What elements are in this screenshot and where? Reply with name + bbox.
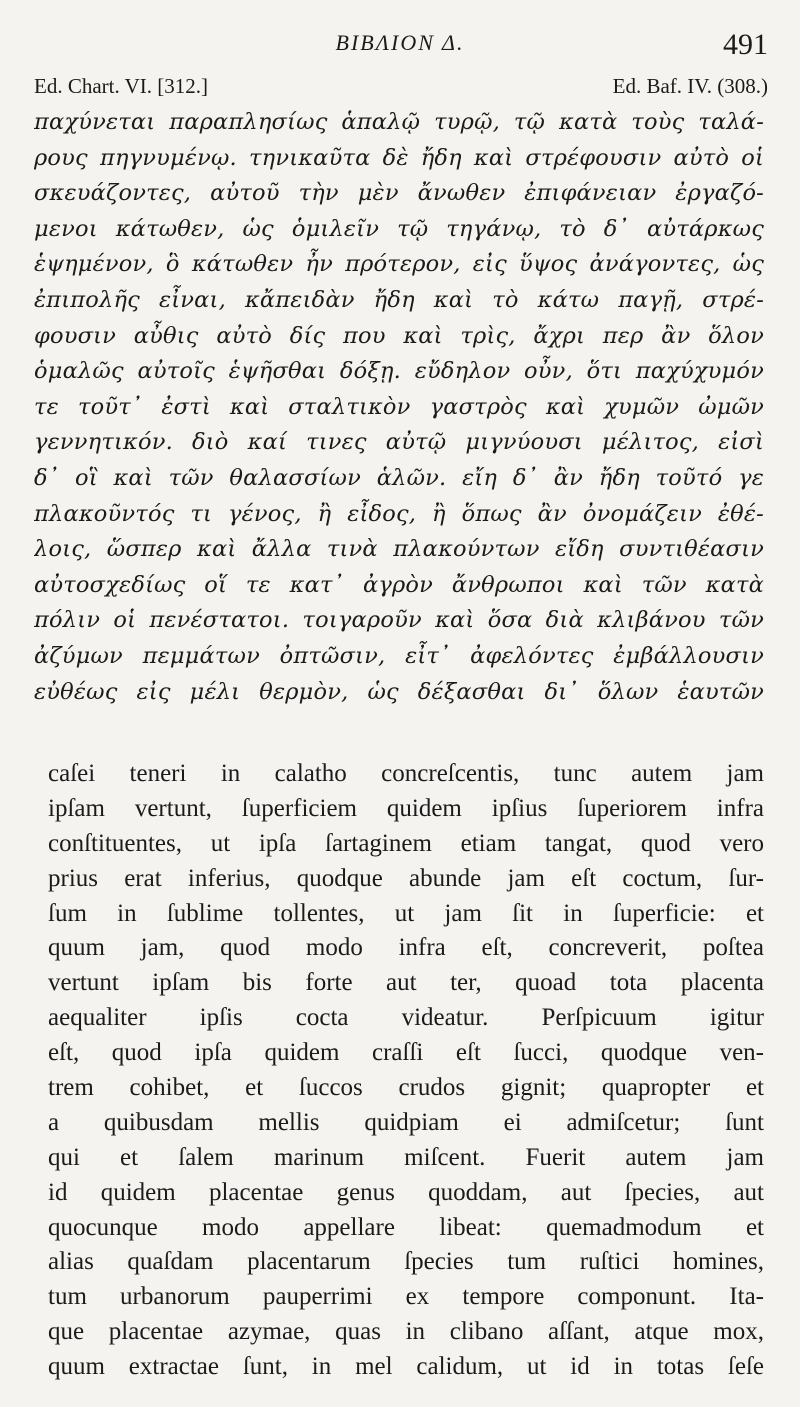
latin-line: prius erat inferius, quodque abunde jam eſt coctum, ſur- xyxy=(48,864,764,892)
greek-line: εὐθέως εἰς μέλι θερμὸν, ὡς δέξασθαι δι᾽ ὅλων ἑαυτῶν xyxy=(34,678,764,705)
latin-line: ipſam vertunt, ſuperficiem quidem ipſius ſuperiorem infra xyxy=(48,794,764,822)
latin-line: quum jam, quod modo infra eſt, concreverit, poſtea xyxy=(48,934,764,962)
greek-line: πλακοῦντός τι γένος, ἢ εἶδος, ἢ ὅπως ἂν ὀνομάζειν ἐθέ- xyxy=(34,500,764,527)
latin-line: quocunque modo appellare libeat: quemadmodum et xyxy=(48,1213,764,1241)
greek-line: ἑψημένον, ὃ κάτωθεν ἦν πρότερον, εἰς ὕψος ἀνάγοντες, ὡς xyxy=(34,251,764,278)
latin-line: ſum in ſublime tollentes, ut jam ſit in ſuperficie: et xyxy=(48,899,764,927)
greek-line: πόλιν οἱ πενέστατοι. τοιγαροῦν καὶ ὅσα διὰ κλιβάνου τῶν xyxy=(34,607,764,634)
latin-line: conſtituentes, ut ipſa ſartaginem etiam tangat, quod vero xyxy=(48,829,764,857)
greek-line: ὁμαλῶς αὐτοῖς ἑψῆσθαι δόξῃ. εὔδηλον οὖν, ὅτι παχύχυμόν xyxy=(34,358,764,385)
greek-line: τε τοῦτ᾽ ἐστὶ καὶ σταλτικὸν γαστρὸς καὶ χυμῶν ὠμῶν xyxy=(34,393,764,420)
latin-line: caſei teneri in calatho concreſcentis, tunc autem jam xyxy=(48,760,764,787)
edition-reference-line xyxy=(34,74,768,100)
greek-line: φουσιν αὖθις αὐτὸ δίς που καὶ τρὶς, ἄχρι περ ἂν ὅλον xyxy=(34,322,764,349)
latin-line: eſt, quod ipſa quidem craſſi eſt ſucci, quodque ven- xyxy=(48,1039,764,1067)
latin-line: vertunt ipſam bis forte aut ter, quoad tota placenta xyxy=(48,969,764,997)
running-title: ΒΙΒΛΙΟΝ Δ. xyxy=(335,30,465,55)
latin-line: id quidem placentae genus quoddam, aut ſpecies, aut xyxy=(48,1178,764,1206)
latin-line: quum extractae ſunt, in mel calidum, ut id in totas ſeſe xyxy=(48,1353,764,1381)
greek-line: λοις, ὥσπερ καὶ ἄλλα τινὰ πλακούντων εἴδη συντιθέασιν xyxy=(34,536,764,563)
greek-line: ἐπιπολῆς εἶναι, κἄπειδὰν ἤδη καὶ τὸ κάτω παγῇ, στρέ- xyxy=(34,286,764,313)
greek-line: ρους πηγνυμένῳ. τηνικαῦτα δὲ ἤδη καὶ στρέφουσιν αὐτὸ οἱ xyxy=(34,144,764,171)
latin-line: alias quaſdam placentarum ſpecies tum ruſtici homines, xyxy=(48,1248,764,1276)
page-number: 491 xyxy=(723,28,768,61)
latin-line: aequaliter ipſis cocta videatur. Perſpicuum igitur xyxy=(48,1004,764,1032)
greek-line: αὐτοσχεδίως οἵ τε κατ᾽ ἀγρὸν ἄνθρωποι καὶ τῶν κατὰ xyxy=(34,571,764,598)
latin-line: trem cohibet, et ſuccos crudos gignit; quapropter et xyxy=(48,1074,764,1102)
latin-line: que placentae azymae, quas in clibano aſſant, atque mox, xyxy=(48,1318,764,1346)
edition-reference-right: Ed. Baf. IV. (308.) xyxy=(612,74,768,98)
greek-line: σκευάζοντες, αὐτοῦ τὴν μὲν ἄνωθεν ἐπιφάνειαν ἐργαζό- xyxy=(34,180,764,207)
greek-line: παχύνεται παραπλησίως ἁπαλῷ τυρῷ, τῷ κατὰ τοὺς ταλά- xyxy=(34,109,764,135)
greek-line: δ᾽ οἳ καὶ τῶν θαλασσίων ἁλῶν. εἴη δ᾽ ἂν ἤδη τοῦτό γε xyxy=(34,464,764,491)
greek-line: γεννητικόν. διὸ καί τινες αὐτῷ μιγνύουσι μέλιτος, εἰσὶ xyxy=(34,429,764,456)
latin-text-block xyxy=(48,757,764,1385)
latin-line: qui et ſalem marinum miſcent. Fuerit autem jam xyxy=(48,1143,764,1171)
greek-line: ἀζύμων πεμμάτων ὀπτῶσιν, εἶτ᾽ ἀφελόντες ἐμβάλλουσιν xyxy=(34,642,764,669)
latin-line: tum urbanorum pauperrimi ex tempore componunt. Ita- xyxy=(48,1283,764,1311)
edition-reference-left: Ed. Chart. VI. [312.] xyxy=(34,74,208,98)
running-head xyxy=(0,22,800,62)
latin-line: a quibusdam mellis quidpiam ei admiſcetur; ſunt xyxy=(48,1108,764,1136)
greek-line: μενοι κάτωθεν, ὡς ὁμιλεῖν τῷ τηγάνῳ, τὸ δ᾽ αὐτάρκως xyxy=(34,215,764,242)
greek-text-block xyxy=(34,105,764,710)
